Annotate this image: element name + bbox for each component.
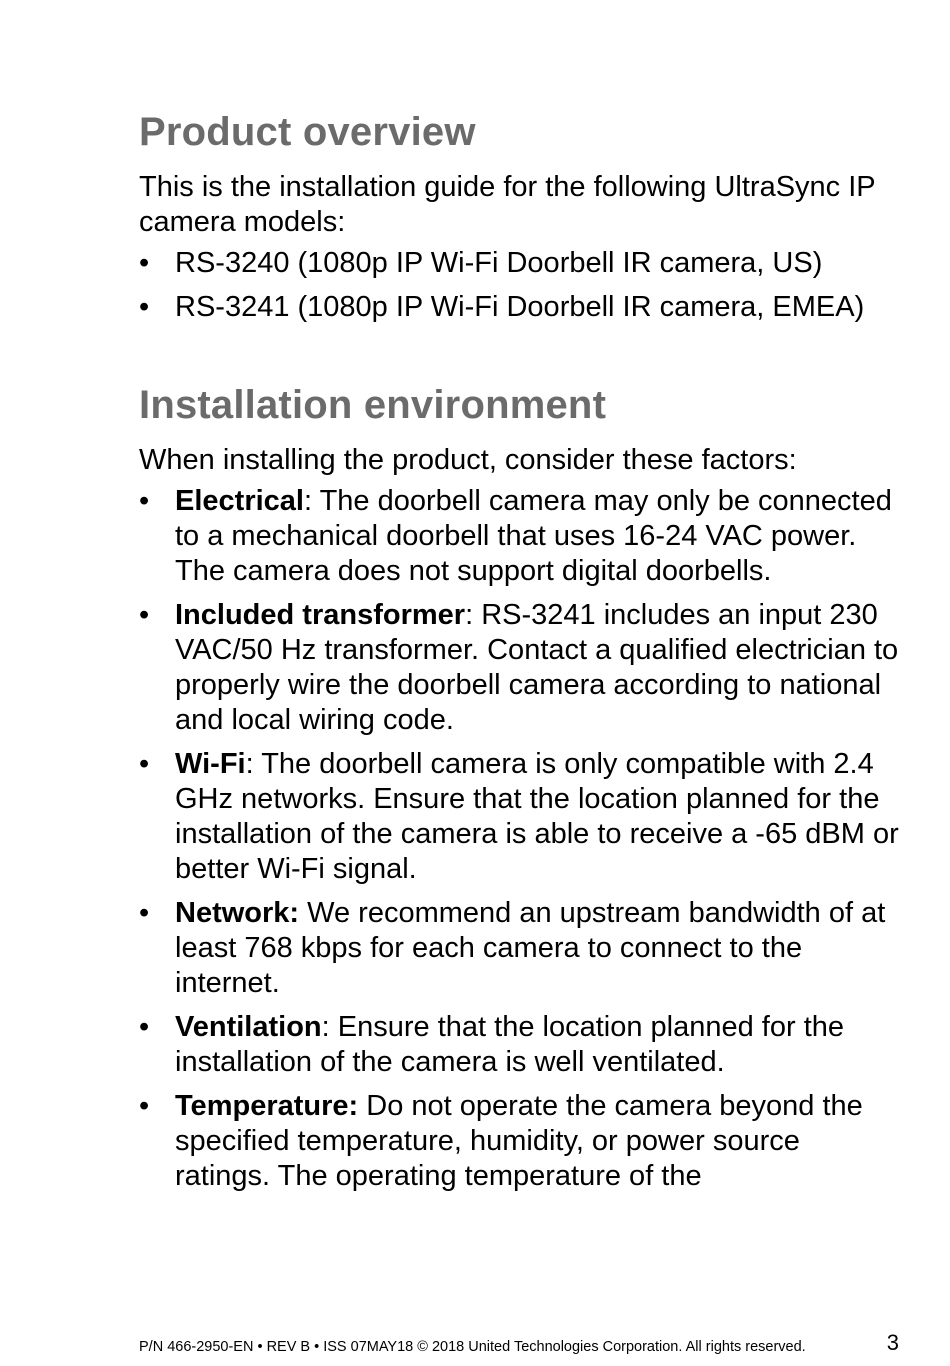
model-list (139, 246, 899, 325)
installation-environment-intro: When installing the product, consider these factors: (139, 444, 797, 476)
page-content (139, 108, 899, 1203)
bullet-glyph: • (139, 599, 150, 631)
factor-term: Temperature: (175, 1090, 359, 1122)
list-item (139, 290, 899, 325)
factor-text: The doorbell camera is only compatible with 2.4 GHz networks. Ensure that the location planned for the installation of the camera is able to receive a -65 dBM or better Wi-Fi signal. (175, 748, 899, 885)
list-item (139, 1010, 899, 1080)
factor-text: RS-3241 includes an input 230 VAC/50 Hz transformer. Contact a qualified electrician to properly wire the doorbell camera according to national and local wiring code. (175, 599, 899, 736)
factor-text: We recommend an upstream bandwidth of at least 768 kbps for each camera to connect to the internet. (175, 897, 886, 999)
factor-term: Electrical (175, 485, 304, 517)
list-item (139, 598, 899, 738)
factor-term: Ventilation (175, 1011, 322, 1043)
model-text: RS-3240 (1080p IP Wi-Fi Doorbell IR camera, US) (175, 247, 823, 279)
model-text: RS-3241 (1080p IP Wi-Fi Doorbell IR camera, EMEA) (175, 291, 865, 323)
bullet-glyph: • (139, 748, 150, 780)
bullet-glyph: • (139, 291, 150, 323)
product-overview-intro: This is the installation guide for the following UltraSync IP camera models: (139, 171, 876, 238)
page-number: 3 (886, 1330, 899, 1355)
list-item (139, 1089, 899, 1194)
factor-list (139, 484, 899, 1194)
list-item (139, 484, 899, 589)
footer-legal-text: P/N 466-2950-EN • REV B • ISS 07MAY18 © 2018 United Technologies Corporation. All rights reserved. (139, 1339, 806, 1355)
factor-term: Network: (175, 897, 300, 929)
list-item (139, 896, 899, 1001)
factor-separator: : (245, 748, 262, 780)
bullet-glyph: • (139, 1011, 150, 1043)
bullet-glyph: • (139, 897, 150, 929)
bullet-glyph: • (139, 247, 150, 279)
factor-separator: : (303, 485, 320, 517)
bullet-glyph: • (139, 1090, 150, 1122)
list-item (139, 747, 899, 887)
factor-text: The doorbell camera may only be connected to a mechanical doorbell that uses 16-24 VAC power. The camera does not support digital doorbells. (175, 485, 892, 587)
factor-separator: : (465, 599, 482, 631)
factor-term: Wi-Fi (175, 748, 246, 780)
factor-text: Ensure that the location planned for the installation of the camera is well ventilated. (175, 1011, 845, 1078)
factor-separator (299, 897, 307, 929)
factor-term: Included transformer (175, 599, 466, 631)
product-overview-heading: Product overview (139, 110, 476, 154)
factor-separator: : (321, 1011, 338, 1043)
list-item (139, 246, 899, 281)
bullet-glyph: • (139, 485, 150, 517)
factor-text: Do not operate the camera beyond the specified temperature, humidity, or power source ratings. The operating temperature of the (175, 1090, 863, 1192)
installation-environment-heading: Installation environment (139, 383, 607, 427)
